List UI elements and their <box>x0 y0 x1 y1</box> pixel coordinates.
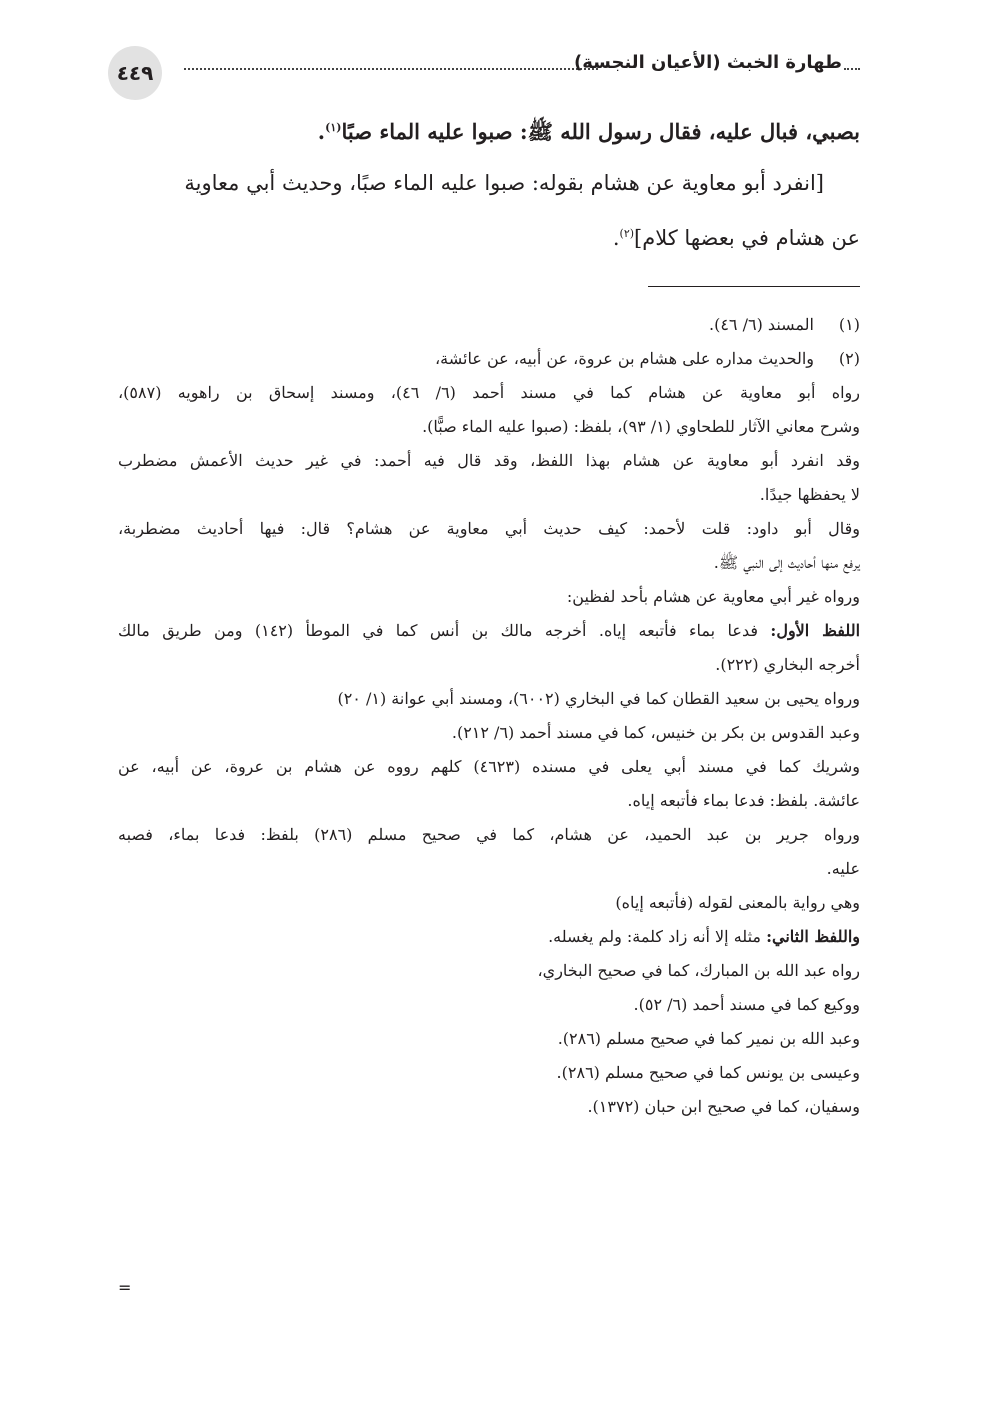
footnote-2-line: ورواه غير أبي معاوية عن هشام بأحد لفظين: <box>566 587 860 606</box>
page-number: ٤٤٩ <box>108 46 162 100</box>
main-text <box>118 108 860 266</box>
main-paragraph-2-line-2: عن هشام في بعضها كلام]$^{(٢)}$. <box>612 226 860 250</box>
footnote-2-line: اللفظ الأول: فدعا بماء فأتبعه إياه. أخرجه مالك بن أنس كما في الموطأ (١٤٢) ومن طريق مالك <box>118 621 861 640</box>
continuation-mark: = <box>118 1278 132 1297</box>
footnote-number: (٢) <box>838 349 860 368</box>
footnote-2-line: وعبد القدوس بن بكر بن خنيس، كما في مسند أحمد (٦/ ٢١٢). <box>451 723 860 742</box>
footnote-2-line: وشرح معاني الآثار للطحاوي (١/ ٩٣)، بلفظ: (صبوا عليه الماء صبًّا). <box>422 417 860 436</box>
footnote-separator <box>648 286 860 287</box>
footnote-2-line: واللفظ الثاني: مثله إلا أنه زاد كلمة: ولم يغسله. <box>548 927 860 946</box>
footnote-2-line: وعيسى بن يونس كما في صحيح مسلم (٢٨٦). <box>556 1063 860 1082</box>
label-second-wording: واللفظ الثاني: <box>766 927 860 946</box>
footnote-2-line: عائشة. بلفظ: فدعا بماء فأتبعه إياه. <box>627 791 860 810</box>
running-header <box>108 42 860 98</box>
footnote-2-line: (٢)والحديث مداره على هشام بن عروة، عن أبيه، عن عائشة، <box>118 342 860 376</box>
footnote-2-line: ورواه جرير بن عبد الحميد، عن هشام، كما في صحيح مسلم (٢٨٦) بلفظ: فدعا بماء، فصبه <box>118 825 861 844</box>
footnote-ref-2: (٢) <box>619 227 635 240</box>
header-dotted-leader-right <box>844 68 860 70</box>
footnote-2-line: ووكيع كما في مسند أحمد (٦/ ٥٢). <box>633 995 860 1014</box>
footnote-2-line: عليه. <box>826 859 860 878</box>
footnote-2-line: وشريك كما في مسند أبي يعلى في مسنده (٤٦٢٣) كلهم رووه عن هشام بن عروة، عن أبيه، عن <box>118 757 861 776</box>
footnote-2-line: رواه عبد الله بن المبارك، كما في صحيح البخاري، <box>537 961 860 980</box>
header-dotted-leader-left <box>184 68 598 70</box>
footnote-2-line: وقد انفرد أبو معاوية عن هشام بهذا اللفظ، وقد قال فيه أحمد: في غير حديث الأعمش مضطرب <box>118 451 860 470</box>
footnote-ref-1: (١) <box>325 121 342 134</box>
footnote-2-line: لا يحفظها جيدًا. <box>759 485 860 504</box>
footnote-2-line: وقال أبو داود: قلت لأحمد: كيف حديث أبي معاوية عن هشام؟ قال: فيها أحاديث مضطربة، <box>118 519 860 538</box>
footnote-1: (١)المسند (٦/ ٤٦). <box>118 308 860 342</box>
footnotes <box>118 308 860 1124</box>
main-paragraph-1: بصبي، فبال عليه، فقال رسول الله ﷺ: صبوا عليه الماء صبًا$^{(١)}$. <box>317 119 860 144</box>
footnote-2-line: ورواه يحيى بن سعيد القطان كما في البخاري (٦٠٠٢)، ومسند أبي عوانة (١/ ٢٠) <box>337 689 860 708</box>
footnote-2-line: وهي رواية بالمعنى لقوله (فأتبعه إياه) <box>615 893 860 912</box>
footnote-2-line: أخرجه البخاري (٢٢٢). <box>715 655 860 674</box>
running-title: طهارة الخبث (الأعيان النجسة) <box>574 52 842 73</box>
footnote-2-line: وسفيان، كما في صحيح ابن حبان (١٣٧٢). <box>587 1097 860 1116</box>
label-first-wording: اللفظ الأول: <box>770 621 861 640</box>
main-paragraph-2-line-1: [انفرد أبو معاوية عن هشام بقوله: صبوا عليه الماء صبًا، وحديث أبي معاوية <box>184 171 824 195</box>
footnote-number: (١) <box>838 315 860 334</box>
footnote-2-line: وعبد الله بن نمير كما في صحيح مسلم (٢٨٦). <box>557 1029 860 1048</box>
footnote-2-line: يرفع منها أحاديث إلى النبي ﷺ. <box>713 553 860 572</box>
footnote-2-line: رواه أبو معاوية عن هشام كما في مسند أحمد (٦/ ٤٦)، ومسند إسحاق بن راهويه (٥٨٧)، <box>118 383 860 402</box>
